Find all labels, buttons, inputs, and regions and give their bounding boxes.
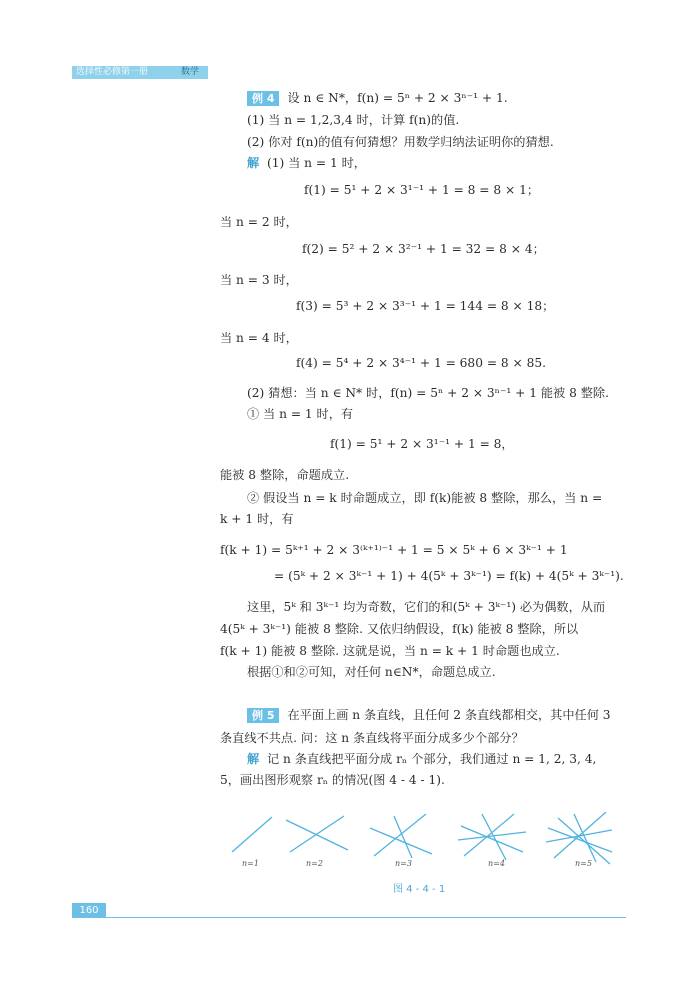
ex4-part1: (1) 当 n = 1,2,3,4 时，计算 f(n)的值.	[247, 113, 460, 127]
solution-marker-5: 解	[247, 752, 260, 766]
solution-marker: 解	[247, 156, 260, 170]
lines-figure	[218, 812, 613, 874]
case-n2: 当 n = 2 时，	[220, 215, 298, 229]
eq-base: f(1) = 5¹ + 2 × 3¹⁻¹ + 1 = 8，	[330, 437, 514, 451]
example-4-statement: 例 4 设 n ∈ N*，f(n) = 5ⁿ + 2 × 3ⁿ⁻¹ + 1.	[247, 90, 508, 106]
conclusion: 根据①和②可知，对任何 n∈N*，命题总成立.	[247, 665, 496, 679]
conjecture: (2) 猜想：当 n ∈ N* 时，f(n) = 5ⁿ + 2 × 3ⁿ⁻¹ + 1 能被 8 整除.	[247, 386, 609, 400]
fig-n3-line-b	[374, 814, 426, 856]
fig-n4-line-b	[464, 814, 514, 856]
eq-f4: f(4) = 5⁴ + 2 × 3⁴⁻¹ + 1 = 680 = 8 × 85.	[296, 356, 546, 370]
ex5-solution: 解 记 n 条直线把平面分成 rₙ 个部分，我们通过 n = 1, 2, 3, 4,	[247, 752, 597, 766]
eq-f3: f(3) = 5³ + 2 × 3³⁻¹ + 1 = 144 = 8 × 18；	[296, 299, 555, 313]
divisibility-2: f(k + 1) 能被 8 整除. 这就是说，当 n = k + 1 时命题也成立.	[220, 644, 560, 658]
fig-n1-line	[232, 817, 272, 852]
book-title: 选择性必修第一册	[76, 67, 149, 77]
ex5-question: 条直线不共点. 问：这 n 条直线将平面分成多少个部分？	[220, 731, 524, 745]
fig-label-n1: n=1	[242, 859, 259, 868]
case-n3: 当 n = 3 时，	[220, 273, 298, 287]
ex4-part2: (2) 你对 f(n)的值有何猜想？用数学归纳法证明你的猜想.	[247, 135, 554, 149]
example-5-tag: 例 5	[247, 708, 279, 723]
eq-f1: f(1) = 5¹ + 2 × 3¹⁻¹ + 1 = 8 = 8 × 1；	[304, 183, 540, 197]
example-4-tag: 例 4	[247, 91, 279, 106]
divisibility-1: 4(5ᵏ + 3ᵏ⁻¹) 能被 8 整除. 又依归纳假设，f(k) 能被 8 整除，所以	[220, 622, 579, 636]
ex4-solution-start: 解 (1) 当 n = 1 时，	[247, 156, 366, 170]
fig-label-n5: n=5	[575, 859, 592, 868]
inductive-step-cont: k + 1 时，有	[220, 512, 294, 526]
fig-n2-line-a	[286, 820, 348, 850]
fig-label-n2: n=2	[306, 859, 323, 868]
fig-label-n4: n=4	[488, 859, 505, 868]
eq-fk1: f(k + 1) = 5ᵏ⁺¹ + 2 × 3⁽ᵏ⁺¹⁾⁻¹ + 1 = 5 × 5ᵏ + 6 × 3ᵏ⁻¹ + 1	[220, 543, 568, 557]
case-n4: 当 n = 4 时，	[220, 331, 298, 345]
subject-label: 数学	[181, 67, 200, 77]
fig-label-n3: n=3	[395, 859, 412, 868]
fig-n5-line-e	[558, 818, 610, 864]
base-case: ① 当 n = 1 时，有	[247, 407, 354, 421]
inductive-step: ② 假设当 n = k 时命题成立，即 f(k)能被 8 整除，那么，当 n =	[247, 491, 603, 505]
ex5-solution-cont: 5，画出图形观察 rₙ 的情况(图 4 - 4 - 1).	[220, 773, 445, 787]
eq-fk1-cont: = (5ᵏ + 2 × 3ᵏ⁻¹ + 1) + 4(5ᵏ + 3ᵏ⁻¹) = f(k) + 4(5ᵏ + 3ᵏ⁻¹).	[274, 569, 624, 583]
fig-n5-line-b	[554, 812, 606, 858]
footer-rule	[106, 917, 626, 918]
figure-caption: 图 4 - 4 - 1	[393, 884, 446, 895]
parity-argument: 这里，5ᵏ 和 3ᵏ⁻¹ 均为奇数，它们的和(5ᵏ + 3ᵏ⁻¹) 必为偶数，从而	[247, 600, 606, 614]
eq-f2: f(2) = 5² + 2 × 3²⁻¹ + 1 = 32 = 8 × 4；	[302, 242, 545, 256]
base-conclusion: 能被 8 整除，命题成立.	[220, 468, 350, 482]
fig-n2-line-b	[290, 816, 344, 852]
page-number: 160	[79, 905, 99, 916]
example-5-statement: 例 5 在平面上画 n 条直线，且任何 2 条直线都相交，其中任何 3	[247, 707, 611, 723]
